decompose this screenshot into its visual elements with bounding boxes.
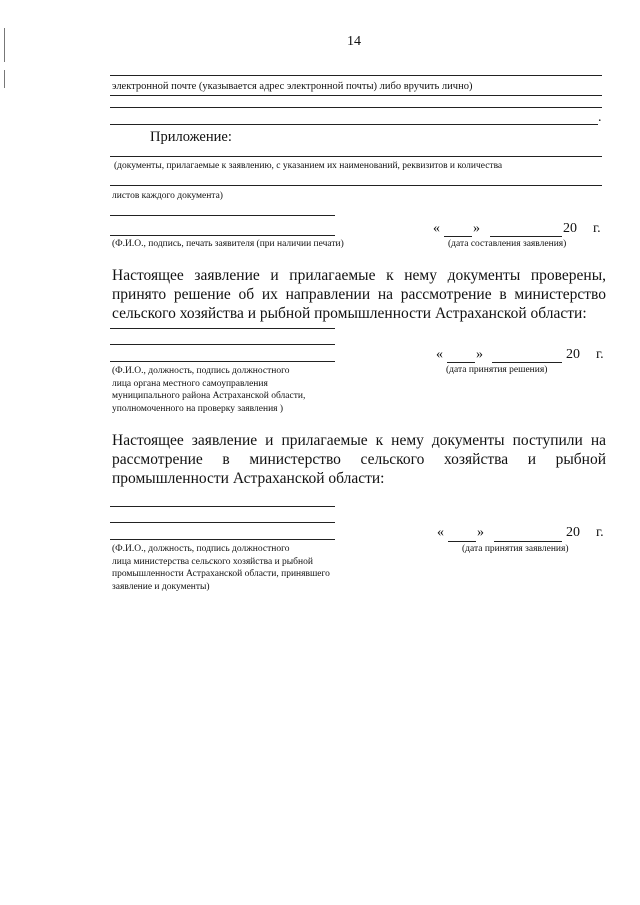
form-line xyxy=(110,344,335,345)
date-open-quote: « xyxy=(437,525,444,540)
date-open-quote: « xyxy=(436,347,443,362)
date-year: 20 xyxy=(566,347,580,362)
margin-mark xyxy=(4,70,5,88)
margin-mark xyxy=(4,28,5,62)
form-line xyxy=(110,75,602,76)
verification-paragraph: Настоящее заявление и прилагаемые к нему документы проверены, принято решение об их направлении на рассмотрение в министерство сельского хозяйства и рыбной промышленности Астраханской области: xyxy=(112,267,606,322)
date-year-suffix: г. xyxy=(593,221,601,236)
date-day-blank xyxy=(448,541,476,542)
date-year-suffix: г. xyxy=(596,525,604,540)
date-caption: (дата составления заявления) xyxy=(448,239,567,249)
form-line xyxy=(110,124,598,125)
signature-line xyxy=(110,361,335,362)
signature-caption: (Ф.И.О., подпись, печать заявителя (при наличии печати) xyxy=(112,239,344,249)
date-close-quote: » xyxy=(477,525,484,540)
form-line xyxy=(110,107,602,108)
form-line xyxy=(110,156,602,157)
signature-line xyxy=(110,235,335,236)
attachment-note: (документы, прилагаемые к заявлению, с указанием их наименований, реквизитов и количества xyxy=(114,161,503,171)
caption-line: лица органа местного самоуправления xyxy=(112,378,268,389)
form-line xyxy=(110,522,335,523)
signature-caption xyxy=(112,543,330,593)
date-caption: (дата принятия заявления) xyxy=(462,544,569,554)
form-line xyxy=(110,215,335,216)
date-year-suffix: г. xyxy=(596,347,604,362)
caption-line: (Ф.И.О., должность, подпись должностного xyxy=(112,366,290,376)
date-caption: (дата принятия решения) xyxy=(446,365,548,375)
date-month-blank xyxy=(494,541,562,542)
date-month-blank xyxy=(490,236,562,237)
attachment-note: листов каждого документа) xyxy=(112,191,223,201)
page-number: 14 xyxy=(347,34,361,49)
line-end-dot: . xyxy=(598,110,602,125)
receipt-paragraph: Настоящее заявление и прилагаемые к нему документы поступили на рассмотрение в министерство сельского хозяйства и рыбной промышленности Астраханской области: xyxy=(112,432,606,487)
date-day-blank xyxy=(447,362,475,363)
date-close-quote: » xyxy=(476,347,483,362)
email-instruction: электронной почте (указывается адрес электронной почты) либо вручить лично) xyxy=(112,81,473,92)
form-line xyxy=(110,506,335,507)
caption-line: (Ф.И.О., должность, подпись должностного xyxy=(112,544,290,554)
date-month-blank xyxy=(492,362,562,363)
date-day-blank xyxy=(444,236,472,237)
caption-line: лица министерства сельского хозяйства и рыбной xyxy=(112,556,313,567)
signature-line xyxy=(110,539,335,540)
date-open-quote: « xyxy=(433,221,440,236)
date-close-quote: » xyxy=(473,221,480,236)
date-year: 20 xyxy=(566,525,580,540)
date-year: 20 xyxy=(563,221,577,236)
caption-line: промышленности Астраханской области, принявшего xyxy=(112,569,330,579)
attachment-label: Приложение: xyxy=(150,129,232,145)
form-line xyxy=(110,185,602,186)
form-line xyxy=(110,328,335,329)
caption-line: заявление и документы) xyxy=(112,581,210,592)
caption-line: уполномоченного на проверку заявления ) xyxy=(112,403,284,414)
signature-caption xyxy=(112,365,305,415)
form-line xyxy=(110,95,602,96)
caption-line: муниципального района Астраханской области, xyxy=(112,391,306,401)
